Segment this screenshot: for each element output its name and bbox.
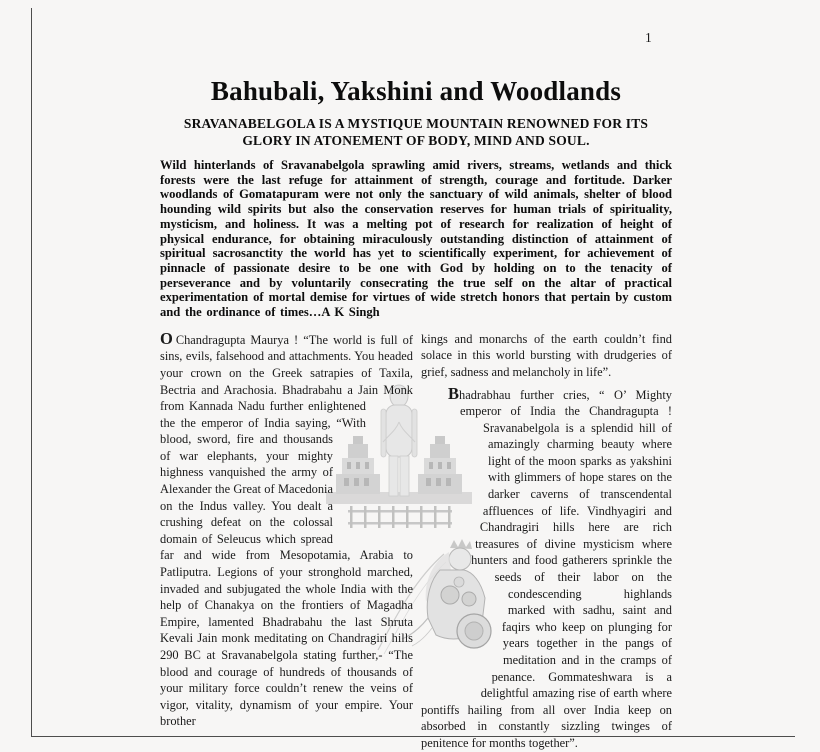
- article-content: [160, 0, 672, 752]
- left-column-initial: O: [160, 328, 173, 348]
- page-left-border: [31, 8, 32, 737]
- right-column-text: hadrabhau further cries, “ O’ Mighty emperor of India the Chandragupta ! Sravanabelgola is a splendid hill of amazingly charming beauty where light of the moon sparks as yakshini with glimmers of hope stares on the darker caverns of transcendental affluences of life. Vindhyagiri and Chandragiri hills here are rich treasures of divine mysticism where hunters and food gatherers sprinkle the seeds of their labor on the condescending highlands marked with sadhu, saint and faqirs who keep on plunging for years together in the pangs of meditation and in the cramps of penance. Gommateshwara is a delightful amazing rise of earth where pontiffs hailing from all over India keep on absorbed in constantly sizzling twinges of penitence for months together”.: [421, 387, 672, 750]
- right-column-initial: B: [448, 383, 460, 403]
- article-subtitle: [176, 116, 656, 149]
- left-column: [160, 328, 413, 752]
- right-column-paragraph-2: [421, 383, 672, 752]
- right-column: [421, 331, 672, 752]
- subtitle-line-1: SRAVANABELGOLA IS A MYSTIQUE MOUNTAIN RENOWNED FOR ITS: [183, 116, 649, 131]
- article-title: Bahubali, Yakshini and Woodlands: [210, 76, 622, 106]
- two-column-body: [160, 328, 672, 752]
- page-number: 1: [645, 30, 652, 45]
- intro-paragraph: Wild hinterlands of Sravanabelgola sprawling amid rivers, streams, wetlands and thick forests were the last refuge for attainment of strength, courage and fortitude. Darker woodlands of Gomatapuram were not only the sanctuary of wild animals, shelter of blood hounding wild spirits but also the conservation reserves for human trials of spirituality, mysticism, and holiness. It was a melting pot of research for realization of height of physical endurance, for obtaining miraculously outstanding distinction of attainment of spiritual sacrosanctity the world has yet to scientifically experiment, for achievement of pinnacle of passionate desire to be one with God by holding on to the tenacity of perseverance and by voluntarily consecrating the true self on the altar of practical experimentation of mortal demise for virtues of wide stretch honors that pertain by custom and the ordinance of times…A K Singh: [160, 158, 672, 320]
- subtitle-line-2: GLORY IN ATONEMENT OF BODY, MIND AND SOUL.: [242, 132, 590, 148]
- right-column-paragraph-1: kings and monarchs of the earth couldn’t find solace in this world bursting with drudgeries of grief, sadness and melancholy in life”.: [421, 331, 672, 379]
- left-column-text: Chandragupta Maurya ! “The world is full of sins, evils, falsehood and attachments. You headed your crown on the Greek satrapies of Taxila, Bectria and Arachosia. Bhadrabahu a Jain Monk from Kannada Nadu further enlightened the the emperor of India saying, “With blood, sword, fire and thousands of war elephants, your mighty highness vanquished the army of Alexander the Great of Macedonia on the Indus valley. You dealt a crushing defeat on the colossal domain of Seleucus which spread far and wide from Mesopotamia, Arabia to Patliputra. Legions of your stronghold marched, invaded and subjugated the whole India with the help of Chanakya on the frontiers of Magadha Empire, lamented Bhadrabahu the last Shruta Kevali Jain monk meditating on Chandragiri hills 290 BC at Sravanabelgola stating further,- “The blood and courage of hundreds of thousands of your military force couldn’t renew the veins of vigor, vitality, dynamism of your empire. Your brother: [160, 332, 413, 729]
